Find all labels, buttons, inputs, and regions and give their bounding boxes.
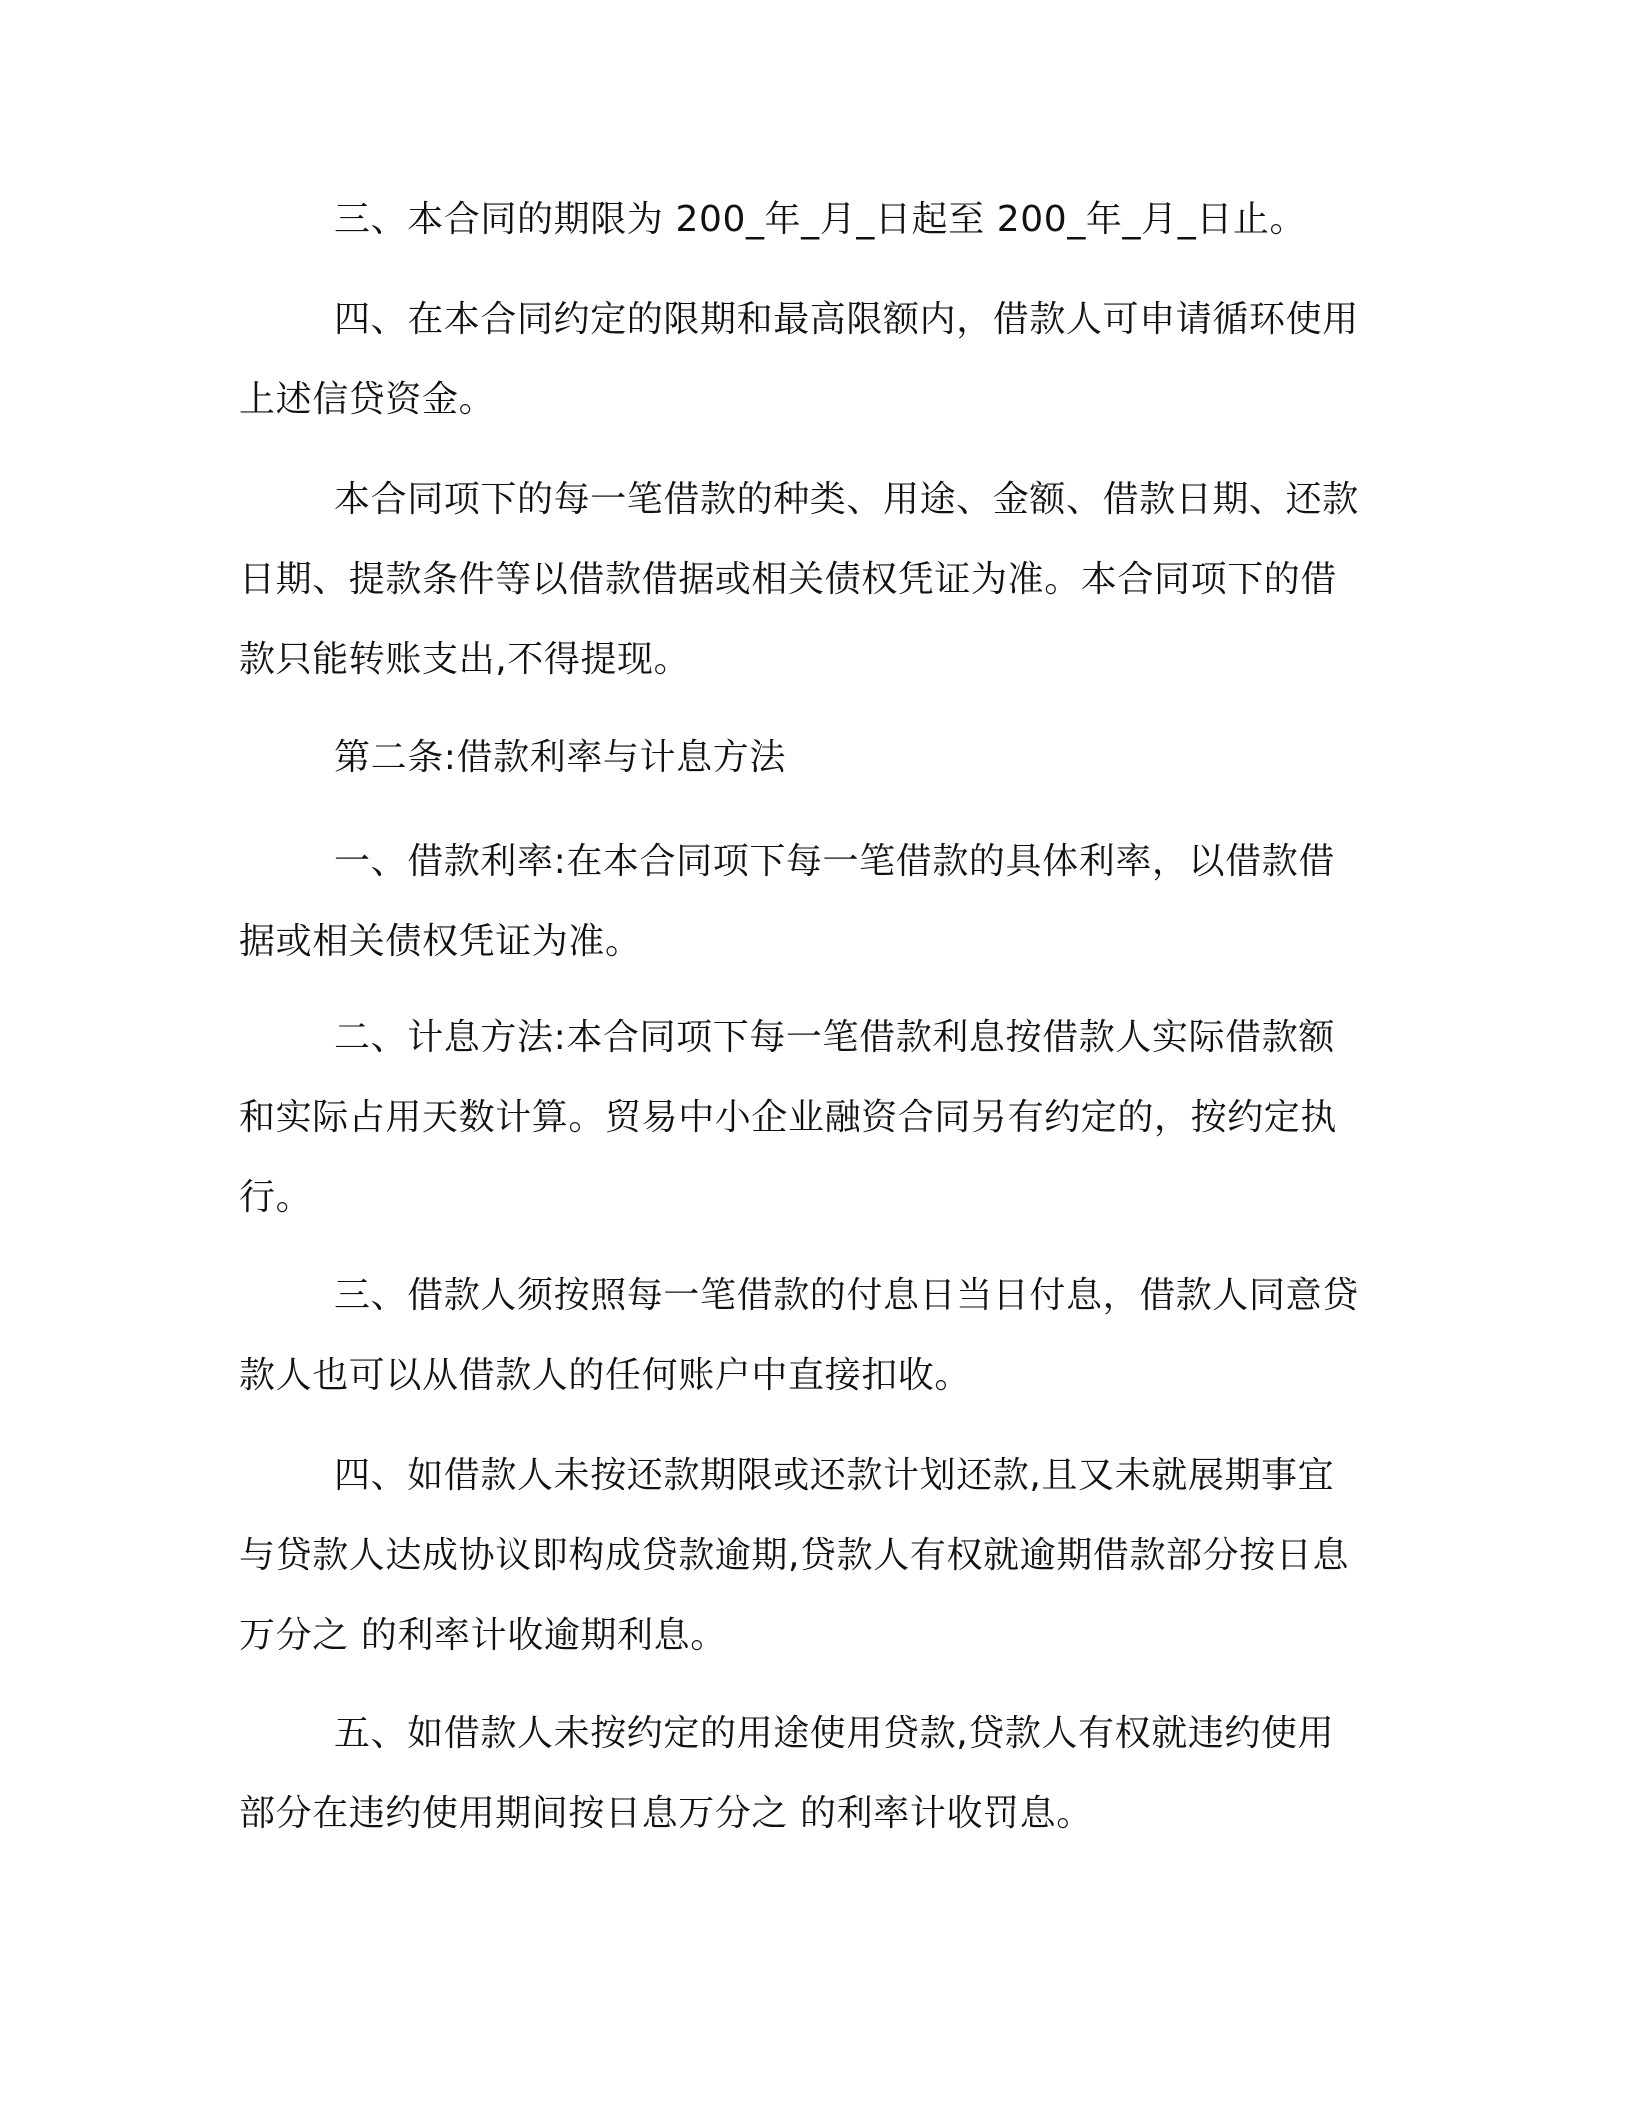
paragraph-line: 二、计息方法:本合同项下每一笔借款利息按借款人实际借款额: [334, 1017, 1335, 1058]
paragraph-line: 和实际占用天数计算。贸易中小企业融资合同另有约定的，按约定执: [239, 1097, 1338, 1138]
section-heading-interest: [239, 718, 1379, 798]
paragraph-line: 据或相关债权凭证为准。: [239, 921, 642, 962]
paragraph-line: 一、借款利率:在本合同项下每一笔借款的具体利率，以借款借: [334, 841, 1335, 882]
paragraph-line: 本合同项下的每一笔借款的种类、用途、金额、借款日期、还款: [334, 479, 1359, 520]
paragraph-line: 上述信贷资金。: [239, 379, 496, 420]
paragraph-line: 四、在本合同约定的限期和最高限额内，借款人可申请循环使用: [334, 299, 1359, 340]
paragraph-line: 款人也可以从借款人的任何账户中直接扣收。: [239, 1355, 972, 1396]
paragraph-line: 部分在违约使用期间按日息万分之 的利率计收罚息。: [239, 1793, 1093, 1834]
paragraph-line: 款只能转账支出,不得提现。: [239, 639, 691, 680]
paragraph-line: 三、借款人须按照每一笔借款的付息日当日付息，借款人同意贷: [334, 1275, 1359, 1316]
paragraph-line: 第二条:借款利率与计息方法: [334, 737, 786, 778]
paragraph-interest-method: [239, 998, 1379, 1238]
paragraph-line: 四、如借款人未按还款期限或还款计划还款,且又未就展期事宜: [334, 1455, 1335, 1496]
paragraph-line: 三、本合同的期限为 200_年_月_日起至 200_年_月_日止。: [334, 199, 1307, 240]
paragraph-line: 万分之 的利率计收逾期利息。: [239, 1615, 727, 1656]
paragraph-line: 行。: [239, 1177, 313, 1218]
paragraph-line: 五、如借款人未按约定的用途使用贷款,贷款人有权就违约使用: [334, 1713, 1335, 1754]
paragraph-overdue: [239, 1436, 1379, 1676]
paragraph-line: 与贷款人达成协议即构成贷款逾期,贷款人有权就逾期借款部分按日息: [239, 1535, 1350, 1576]
paragraph-term: [239, 180, 1379, 260]
paragraph-interest-rate: [239, 822, 1379, 982]
paragraph-revolving-use: [239, 280, 1379, 440]
paragraph-misuse-penalty: [239, 1694, 1379, 1854]
paragraph-line: 日期、提款条件等以借款借据或相关债权凭证为准。本合同项下的借: [239, 559, 1338, 600]
paragraph-loan-details: [239, 460, 1379, 700]
paragraph-payment-date: [239, 1256, 1379, 1416]
